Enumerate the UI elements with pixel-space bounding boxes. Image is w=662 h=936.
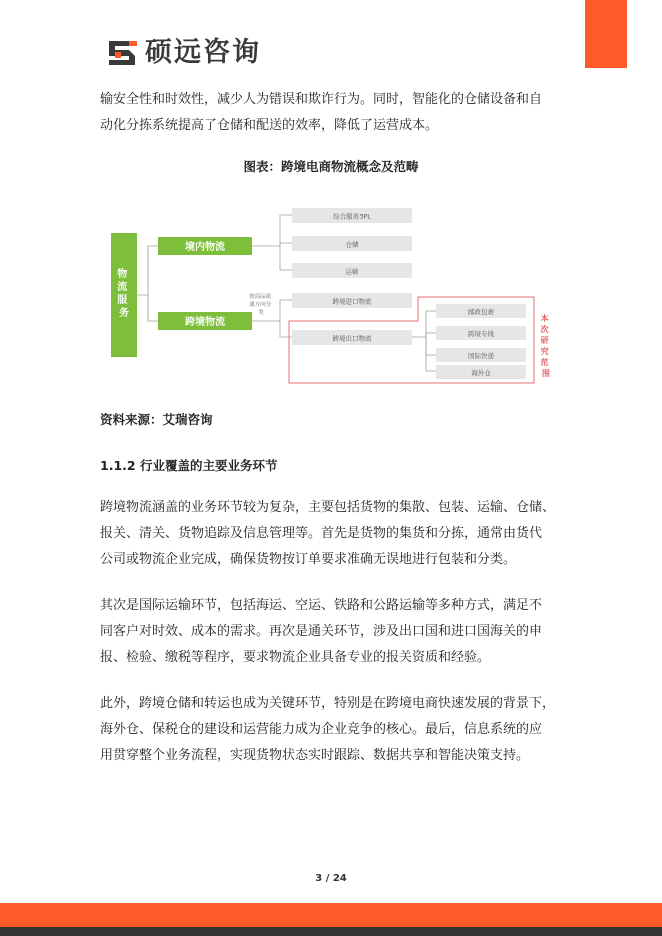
scope-char: 范: [540, 358, 549, 367]
node-import-label: 跨境进口物流: [332, 297, 372, 306]
body-line: 同客户对时效、成本的需求。再次是通关环节，涉及出口国和进口国海关的申: [100, 624, 543, 639]
node-warehousing-label: 仓储: [345, 240, 359, 249]
node-transport-label: 运输: [345, 267, 359, 276]
brand-name: 硕远咨询: [145, 37, 261, 68]
scope-label: [540, 313, 552, 378]
scope-char: 本: [540, 314, 549, 323]
classification-note: [249, 292, 273, 316]
logo-mark-icon: [107, 39, 139, 67]
source-note: 资料来源：艾瑞咨询: [100, 412, 213, 427]
note-line: 按商品流: [249, 294, 272, 300]
body-line: 报关、清关、货物追踪及信息管理等。首先是货物的集货和分拣，通常由货代: [100, 526, 543, 541]
branch-domestic-label: 境内物流: [185, 242, 225, 253]
scope-char: 研: [540, 336, 549, 345]
body-line: 跨境物流涵盖的业务环节较为复杂，主要包括货物的集散、包装、运输、仓储、: [100, 500, 556, 515]
node-3pl-label: 综合服务3PL: [333, 212, 371, 221]
body-line: 海外仓、保税仓的建设和运营能力成为企业竞争的核心。最后，信息系统的应: [100, 722, 543, 737]
scope-char: 次: [540, 325, 549, 334]
root-char: 务: [119, 308, 129, 319]
footer-dark-bar: [0, 927, 662, 936]
section-heading: 1.1.2 行业覆盖的主要业务环节: [100, 458, 278, 473]
scope-char: 究: [540, 347, 549, 356]
body-line: 用贯穿整个业务流程，实现货物状态实时跟踪、数据共享和智能决策支持。: [100, 748, 530, 763]
body-line: 报、检验、缴税等程序，要求物流企业具备专业的报关资质和经验。: [100, 650, 491, 665]
root-char: 服: [117, 295, 128, 306]
page-number: 3 / 24: [315, 873, 347, 884]
scope-char: 围: [542, 369, 550, 378]
root-char: 流: [117, 282, 128, 293]
note-line: 类: [258, 310, 264, 316]
footer-accent-bar: [0, 903, 662, 927]
figure-title: 图表：跨境电商物流概念及范畴: [243, 159, 419, 174]
logistics-diagram: [100, 193, 562, 388]
branch-crossborder-label: 跨境物流: [185, 317, 225, 328]
body-line: 其次是国际运输环节，包括海运、空运、铁路和公路运输等多种方式，满足不: [100, 598, 543, 613]
root-char: 物: [117, 269, 128, 280]
body-line: 此外，跨境仓储和转运也成为关键环节，特别是在跨境电商快速发展的背景下，: [100, 696, 556, 711]
node-export-label: 跨境出口物流: [332, 334, 372, 343]
node-line-label: 跨境专线: [468, 330, 494, 338]
node-express-label: 国际快递: [468, 352, 494, 360]
node-overseas-label: 海外仓: [471, 369, 491, 377]
node-postal-label: 邮政包裹: [468, 308, 494, 316]
intro-line-2: 动化分拣系统提高了仓储和配送的效率，降低了运营成本。: [100, 118, 439, 133]
corner-accent-bar: [585, 0, 627, 68]
brand-logo: [107, 37, 261, 69]
intro-line-1: 输安全性和时效性，减少人为错误和欺诈行为。同时，智能化的仓储设备和自: [100, 92, 543, 107]
note-line: 通方向分: [249, 302, 272, 308]
body-line: 公司或物流企业完成，确保货物按订单要求准确无误地进行包装和分类。: [100, 552, 517, 567]
